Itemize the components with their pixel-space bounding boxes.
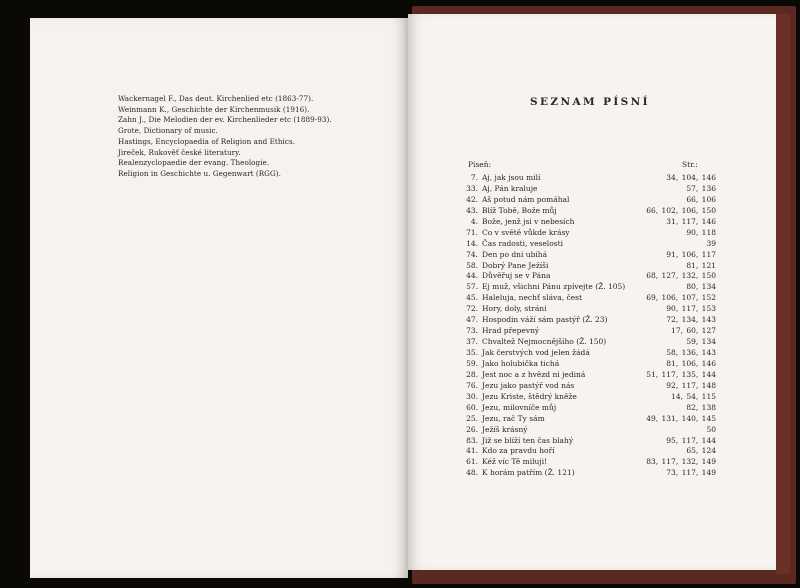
song-number: 71. [466, 227, 478, 237]
reference-item: Religion in Geschichte u. Gegenwart (RGG). [118, 168, 281, 178]
song-number: 44. [466, 271, 478, 281]
song-row [456, 403, 716, 414]
song-title: Jako holubička tichá [482, 358, 560, 368]
song-title: Aj, Pán kraluje [482, 183, 538, 193]
song-title: Jezu Kriste, štědrý kněže [482, 391, 577, 401]
song-pages: 59, 134 [686, 337, 716, 347]
song-row [456, 359, 716, 370]
right-page [408, 14, 776, 570]
song-title: Chvaltež Nejmocnějšího (Ž. 150) [482, 337, 607, 347]
song-row [456, 425, 716, 436]
song-title: Blíž Tobě, Bože můj [482, 205, 557, 215]
song-pages: 58, 136, 143 [666, 348, 716, 357]
song-number: 42. [466, 194, 478, 204]
song-number: 30. [466, 391, 478, 401]
song-pages: 82, 138 [686, 402, 716, 412]
song-pages: 49, 131, 140, 145 [646, 413, 716, 423]
song-title: Již se blíží ten čas blahý [482, 435, 574, 445]
song-pages: 92, 117, 148 [666, 380, 716, 390]
song-row [456, 250, 716, 261]
cover-edge [776, 14, 790, 574]
song-number: 26. [466, 424, 478, 434]
pages-column-header: Str.: [682, 160, 698, 169]
song-pages: 90, 117, 153 [666, 304, 716, 314]
song-title: Jezu jako pastýř vod nás [482, 380, 575, 390]
song-column-header: Píseň: [468, 160, 492, 169]
song-number: 57. [466, 282, 478, 292]
song-title: K horám patřím (Ž. 121) [482, 468, 575, 478]
song-title: Jak čerstvých vod jelen žádá [482, 348, 590, 357]
page-title: SEZNAM PÍSNÍ [530, 96, 650, 108]
song-number: 73. [466, 326, 478, 336]
song-row [456, 468, 716, 479]
song-pages: 14, 54, 115 [671, 391, 716, 401]
song-title: Hory, doly, strání [482, 304, 547, 314]
song-number: 83. [466, 435, 478, 445]
song-number: 47. [466, 315, 478, 325]
song-title: Čas radosti, veselosti [482, 238, 563, 248]
song-number: 58. [466, 260, 478, 270]
song-number: 4. [470, 216, 478, 226]
reference-list [118, 94, 332, 180]
song-title: Hrad přepevný [482, 326, 540, 336]
song-row [456, 239, 716, 250]
song-row [456, 315, 716, 326]
reference-item: Wackernagel F., Das deut. Kirchenlied etc (1863-77). [118, 94, 314, 103]
song-row [456, 457, 716, 468]
song-title: Dobrý Pane Ježíši [482, 260, 549, 270]
song-title: Den po dni ubíhá [482, 249, 548, 259]
song-title: Hospodin váží sám pastýř (Ž. 23) [482, 315, 608, 325]
song-pages: 90, 118 [686, 227, 716, 237]
reference-item: Hastings, Encyclopaedia of Religion and Ethics. [118, 136, 296, 146]
song-number: 28. [466, 369, 478, 379]
song-number: 7. [470, 173, 478, 182]
song-title: Kdo za pravdu hoří [482, 446, 555, 456]
song-number: 48. [466, 468, 478, 478]
song-number: 45. [466, 293, 478, 303]
song-pages: 68, 127, 132, 150 [646, 271, 716, 281]
song-pages: 31, 117, 146 [666, 216, 716, 226]
song-list [456, 173, 716, 479]
song-title: Jest noc a z hvězd ni jediná [482, 369, 586, 379]
song-row [456, 392, 716, 403]
song-row [456, 206, 716, 217]
song-row [456, 195, 716, 206]
song-number: 61. [466, 457, 478, 467]
reference-item: Jireček, Rukověť české literatury. [118, 147, 241, 157]
song-row [456, 326, 716, 337]
song-pages: 65, 124 [686, 446, 716, 456]
song-number: 35. [466, 348, 478, 357]
song-number: 76. [466, 380, 478, 390]
song-title: Co v světě vůkde krásy [482, 227, 570, 237]
song-number: 59. [466, 358, 478, 368]
song-row [456, 436, 716, 447]
song-row [456, 446, 716, 457]
song-row [456, 228, 716, 239]
song-number: 25. [466, 413, 478, 423]
song-row [456, 370, 716, 381]
song-title: Aš potud nám pomáhal [482, 194, 570, 204]
song-title: Ej muž, všichni Pánu zpívejte (Ž. 105) [482, 282, 626, 292]
song-row [456, 304, 716, 315]
left-page [30, 18, 408, 578]
song-title: Jezu, rač Ty sám [482, 413, 545, 423]
song-pages: 80, 134 [686, 282, 716, 292]
song-pages: 51, 117, 135, 144 [646, 369, 716, 379]
song-pages: 91, 106, 117 [666, 249, 716, 259]
song-row [456, 293, 716, 304]
song-row [456, 217, 716, 228]
song-pages: 66, 106 [686, 194, 716, 204]
song-number: 33. [466, 183, 478, 193]
reference-item: Realenzyclopaedie der evang. Theologie. [118, 158, 270, 168]
song-pages: 57, 136 [686, 183, 716, 193]
song-number: 72. [466, 304, 478, 314]
song-number: 74. [466, 249, 478, 259]
song-pages: 81, 121 [686, 260, 716, 270]
song-title: Haleluja, nechť sláva, čest [482, 293, 583, 303]
song-title: Bože, jenž jsi v nebesích [482, 216, 575, 226]
song-pages: 17, 60, 127 [671, 326, 716, 336]
song-pages: 72, 134, 143 [666, 315, 716, 325]
song-number: 43. [466, 205, 478, 215]
reference-item: Weinmann K., Geschichte der Kirchenmusik (1916). [118, 104, 310, 114]
song-row [456, 173, 716, 184]
song-number: 14. [466, 238, 478, 248]
song-pages: 34, 104, 146 [666, 173, 716, 182]
song-pages: 66, 102, 106, 150 [646, 205, 716, 215]
song-row [456, 271, 716, 282]
song-pages: 69, 106, 107, 152 [646, 293, 716, 303]
song-row [456, 337, 716, 348]
song-title: Důvěřuj se v Pána [482, 271, 551, 281]
song-title: Jezu, milovníče můj [482, 402, 557, 412]
song-number: 41. [466, 446, 478, 456]
song-pages: 73, 117, 149 [666, 468, 716, 478]
song-pages: 95, 117, 144 [666, 435, 716, 445]
song-pages: 50 [706, 424, 716, 434]
song-row [456, 414, 716, 425]
song-pages: 39 [706, 238, 716, 248]
song-pages: 81, 106, 146 [666, 358, 716, 368]
song-row [456, 261, 716, 272]
reference-item: Zahn J., Die Melodien der ev. Kirchenlieder etc (1889-93). [118, 115, 332, 125]
reference-item: Grote, Dictionary of music. [118, 126, 218, 136]
song-row [456, 381, 716, 392]
song-number: 60. [466, 402, 478, 412]
song-title: Kéž víc Tě miluji! [482, 457, 548, 467]
song-title: Ježíš krásný [482, 424, 528, 434]
song-pages: 83, 117, 132, 149 [646, 457, 716, 467]
song-row [456, 184, 716, 195]
song-number: 37. [466, 337, 478, 347]
song-title: Aj, jak jsou milí [482, 173, 541, 182]
song-row [456, 348, 716, 359]
song-row [456, 282, 716, 293]
